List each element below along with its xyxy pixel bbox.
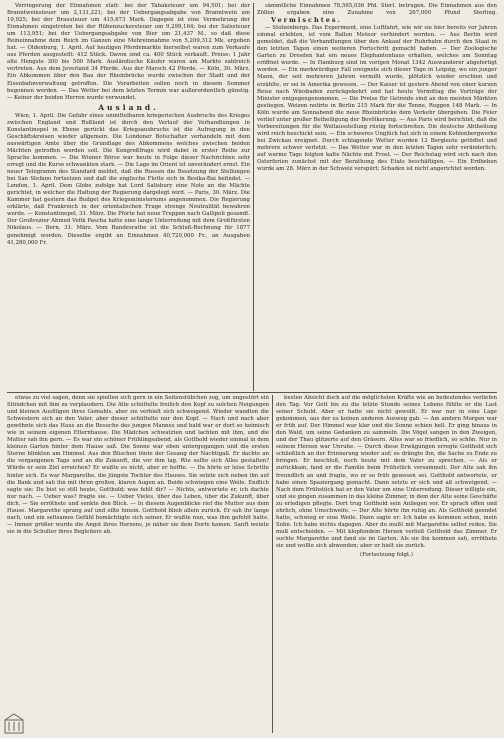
top-left-column	[7, 3, 250, 391]
bottom-right-column	[276, 395, 497, 733]
top-right-column	[257, 3, 497, 391]
section-divider	[7, 392, 497, 393]
column-divider-bottom	[272, 395, 273, 733]
revenue-text: sämmtliche Einnahmen 78,565,036 Pfd. Sterl. betrugen. Die Einnahmen aus den Zöllen ergaben eine Zunahme von 267,000 Pfund Sterling.	[257, 3, 497, 17]
section-heading-vermischtes: Vermischtes.	[271, 16, 342, 25]
feuilleton-text-left: etwas zu viel sagen, denn sie spielten sich gern in ein Seitenstübchen zog, um ungestört ein Stündchen mit ihm zu verplaudern. Die Alte schüttelte freilich den Kopf zu solchen Neigungen und kleinen Ausflügen ihres Gemahls, aber sie verhielt sich schweigend. Wieder wandten die Schwestern sich an den Vater, aber dieser schüttelte nur den Kopf. — Nach und nach aber gewöhnte sich das Haus an die Besuche des jungen Mannes und bald war er dort so heimisch wie in seinem eigenen Elternhause. Die Mädchen schwatzten und lachten mit ihm, und die Mutter sah ihn gern. — Es war ein schöner Frühlingsabend, als Gotthold wieder einmal in dem kleinen Garten hinter dem Hause saß. Die Sonne war eben untergegangen und die ersten Sterne blinkten am Himmel. Aus den Büschen tönte der Gesang der Nachtigall. Er dachte an die vergangenen Tage und an die Zukunft, die vor ihm lag. Wie sollte sich Alles gestalten? Würde er sein Ziel erreichen? Er wußte es nicht, aber er hoffte. — Da hörte er leise Schritte hinter sich. Es war Margarethe, die jüngste Tochter des Hauses. Sie setzte sich neben ihn auf die Bank und sah ihn mit ihren großen, klaren Augen an. Beide schwiegen eine Weile. Endlich sagte sie: Du bist so still heute, Gotthold; was fehlt dir? — Nichts, antwortete er, ich dachte nur nach. — Ueber was? fragte sie. — Ueber Vieles, über das Leben, über die Zukunft, über dich. — Sie erröthete und senkte den Blick. — In diesem Augenblicke rief die Mutter aus dem Hause. Margarethe sprang auf und eilte hinein. Gotthold blieb allein zurück. Er sah ihr lange nach, und ein seltsames Gefühl bemächtigte sich seiner. Er wußte nun, was ihm gefehlt hatte. — Immer größer wurde die Angst ihres Herzens, je näher sie dem Dorfe kamen. Sanft weinte sie in die Schulter ihres Begleiters ab.	[7, 395, 269, 535]
section-heading-ausland: Ausland.	[98, 102, 159, 112]
news-text-inland: Verringerung der Einnahmen statt: bei der Tabaksteuer um 94,501; bei der Branntweinsteuer um 2,131,221; bei der Uebergangsabgabe von Branntwein um 10,925; bei der Brausteuer um 415,673 Mark. Dagegen ist eine Vermehrung der Einnahmen eingetreten bei der Rübenzuckersteuer um 9,299,164; bei der Salzsteuer um 113,951; bei der Uebergangsabgabe von Bier um 21,437 M., so daß diese Reineinnahme dem Reich im Ganzen eine Mehreinnahme von 5,209,312 Mk. ergeben hat. — Oldenburg, 1. April. Auf heutigen Pferdemarkte hierselbst waren zum Verkaufe aus Pferden ausgestellt: 412 Stück. Davon sind ca. 400 Stück verkauft. Preise: 1 Jahr alte Hengste 300 bis 500 Mark. Ausländische Käufer waren am Markte zahlreich vertreten. Aus dem Jeverland 34 Pferde, Aus der Marsch 42 Pferde. — Köln, 30. März. Ein Abkommen über den Bau der Rheinbrücke wurde zwischen der Stadt und der Eisenbahnverwaltung getroffen. Die Vorarbeiten sollen noch in diesem Sommer begonnen werden. — Das Wetter bei dem letzten Termin war außerordentlich günstig. — Keiner der beiden Herren wurde verwundet.	[7, 3, 250, 101]
bottom-left-column	[7, 395, 269, 733]
news-text-revenue	[257, 3, 497, 25]
news-text-ausland: Wien, 1. April. Die Gefahr eines unmittelbaren kriegerischen Ausbruchs des Krieges zwischen England und Rußland ist durch den Verlauf der Verhandlungen in Konstantinopel in Ebene gerückt das Kriegsausbruchs ist die Aufregung in den Geschäftskreisen wieder allgemein. Die Londoner Botschafter verhandeln mit dem auswärtigen Amte über die Grundlage des Abkommens welches zwischen beiden Mächten getroffen werden soll. Die Kongreßfrage wird dabei in erster Reihe zur Sprache kommen. — Die Wiener Börse war heute in Folge dieser Nachrichten sehr erregt und die Kurse schwankten stark. — Die Lage im Orient ist unverändert ernst. Ein neuer Telegramm des Standard meldet, daß die Russen die Besetzung der Stellungen bei San Stefano fortsetzen und daß die englische Flotte sich in Besika-Bai befindet. — London, 1. April. Dem Globe zufolge hat Lord Salisbury eine Note an die Mächte gerichtet, in welcher die Haltung der Regierung dargelegt wird. — Paris, 30. März. Die Kammer hat gestern das Budget des Kriegsministeriums angenommen. Die Regierung erklärte, daß Frankreich in der orientalischen Frage strenge Neutralität bewahren werde. — Konstantinopel, 31. März. Die Pforte hat neue Truppen nach Gallipoli gesandt. Der Großvezier Ahmed Vefik Pascha hatte eine lange Unterredung mit dem Großfürsten Nikolaus. — Bern, 31. März. Vom Bundesrathe ist die Schluß-Rechnung für 1877 genehmigt worden. Dieselbe ergibt an Einnahmen 40,720,000 Fr., an Ausgaben 41,280,000 Fr.	[7, 112, 250, 246]
feuilleton-text-right: besten Absicht doch auf die möglichsten Kräfte wie an bedeutendes verliefen den Tag. Vor Gott bis zu die letzte Stunde seines Lebens fühlte er die Last seiner Schuld. Aber er hatte sie nicht gewollt. Er war nur in eine Lage gekommen, aus der es keinen anderen Ausweg gab. — Am andern Morgen war er früh auf. Der Himmel war klar und die Sonne schien hell. Er ging hinaus in den Wald, um seine Gedanken zu sammeln. Die Vögel sangen in den Zweigen, und der Thau glitzerte auf den Gräsern. Alles war so friedlich, so schön. Nur in seinem Herzen war Unruhe. — Durch diese Erwägungen erregte Gotthold sich schließlich an der Erinnerung wieder auf; es drängte ihn, die Sache zu Ende zu bringen. Er beschloß, noch heute mit dem Vater zu sprechen. — Als er zurückkam, fand er die Familie beim Frühstück versammelt. Der Alte sah ihn freundlich an und fragte, wo er so früh gewesen sei. Gotthold antwortete, er habe einen Spaziergang gemacht. Dann setzte er sich und aß schweigend. — Nach dem Frühstück bat er den Vater um eine Unterredung. Dieser willigte ein, und sie gingen zusammen in das kleine Zimmer, in dem der Alte seine Geschäfte zu erledigen pflegte. Dort trug Gotthold sein Anliegen vor. Er sprach offen und ehrlich, ohne Umschweife. — Der Alte hörte ihn ruhig an. Als Gotthold geendet hatte, schwieg er eine Weile. Dann sagte er: Ich habe es kommen sehen, mein Sohn. Ich habe nichts dagegen. Aber du mußt mit Margarethe selbst reden. Sie muß entscheiden. — Mit klopfendem Herzen verließ Gotthold das Zimmer. Er suchte Margarethe und fand sie im Garten. Als sie ihn kommen sah, erröthete sie und wollte sich abwenden; aber er hielt sie zurück.	[276, 395, 497, 549]
news-text-vermischtes: — Stolzenbergs. Das Experiment, eine Luftfahrt, wie wir sie hier bereits vor Jahren einmal erlebten, ist vom Ballon Meteor verhindert worden. — Aus Berlin wird gemeldet, daß die Verhandlungen über den Ankauf der Ruhrbahn durch den Staat in den letzten Tagen einen weiteren Fortschritt gemacht haben. — Der Zoologische Garten zu Dresden hat ein neues Elephantenhaus erhalten, welches am Sonntag eröffnet wurde. — In Hamburg sind im vorigen Monat 1342 Auswanderer abgefertigt worden. — Ein merkwürdiger Fall ereignete sich dieser Tage in Leipzig, wo ein junger Mann, der seit mehreren Jahren vermißt wurde, plötzlich wieder erschien und erzählte, er sei in Amerika gewesen. — Der Kaiser ist gestern Abend von einer kurzen Reise nach Wiesbaden zurückgekehrt und hat heute Vormittag die Vorträge der Minister entgegengenommen. — Die Preise für Getreide sind an den meisten Märkten gestiegen. Weizen notirte in Berlin 215 Mark für die Tonne, Roggen 148 Mark. — In Köln wurde am Sonnabend die neue Rheinbrücke dem Verkehr übergeben. Die Feier verlief unter großer Betheiligung der Bevölkerung. — Aus Paris wird berichtet, daß die Vorbereitungen für die Weltausstellung rüstig fortschreiten. Die deutsche Abtheilung wird reich beschickt sein. — Ein schweres Unglück hat sich in einem Kohlenbergwerke bei Zwickau ereignet. Durch schlagende Wetter wurden 12 Bergleute getödtet und mehrere schwer verletzt. — Das Wetter war in den letzten Tagen sehr veränderlich; auf warme Tage folgten kalte Nächte mit Frost. — Der Reichstag wird sich nach den Osterferien zunächst mit der Berathung des Etats beschäftigen. — Ein Erdbeben wurde am 28. März in der Schweiz verspürt; Schaden ist nicht angerichtet worden.	[257, 25, 497, 173]
library-logo-icon	[4, 712, 24, 734]
column-divider-top	[253, 3, 254, 391]
continuation-note: (Fortsetzung folgt.)	[359, 552, 413, 559]
